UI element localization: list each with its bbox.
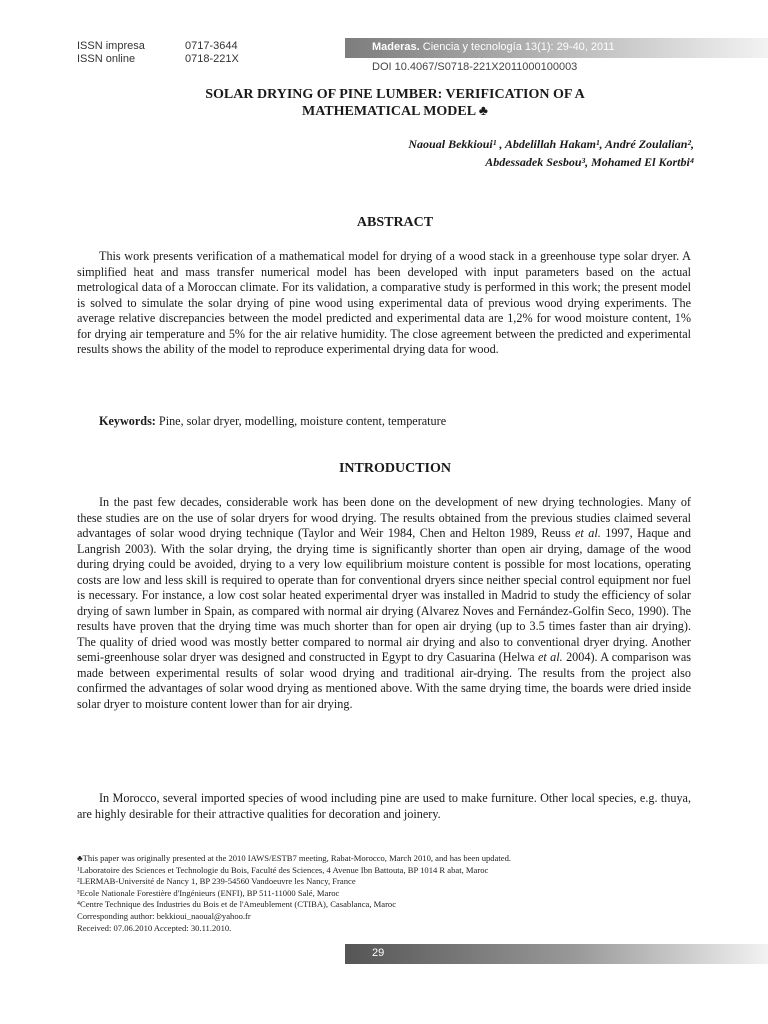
page-number: 29: [372, 947, 385, 959]
paper-title-line-1: SOLAR DRYING OF PINE LUMBER: VERIFICATION OF A: [205, 87, 585, 102]
intro-p1-part1: In the past few decades, considerable work has been done on the development of new drying technologies. Many of these studies are on the use of solar dryers for wood drying. The results obtained from the previous studies claimed several advantages of solar wood drying technique (Taylor and Weir 1984, Chen and Helton 1989, Reuss: [77, 495, 691, 540]
paper-title-line-2: MATHEMATICAL MODEL ♣: [301, 104, 488, 119]
intro-p1-etal-1: et al.: [575, 526, 601, 540]
authors-line-1: Naoual Bekkioui¹ , Abdelillah Hakam¹, André Zoulalian²,: [408, 137, 694, 151]
issn-online-value: 0718-221X: [185, 53, 239, 65]
keywords: [99, 414, 446, 429]
footnote-affiliation-4: ⁴Centre Technique des Industries du Bois et de l'Ameublement (CTIBA), Casablanca, Maroc: [77, 899, 397, 910]
intro-paragraph-2: In Morocco, several imported species of wood including pine are used to make furniture. Other local species, e.g. thuya, are highly desirable for their attractive qualities for decoration and joinery.: [77, 791, 691, 821]
intro-paragraph-1: [77, 495, 691, 712]
journal-citation: [372, 41, 615, 53]
keywords-text: Pine, solar dryer, modelling, moisture content, temperature: [155, 414, 447, 428]
keywords-label: Keywords:: [99, 414, 156, 428]
footnote-presentation: ♣This paper was originally presented at the 2010 IAWS/ESTB7 meeting, Rabat-Morocco, March 2010, and has been updated.: [77, 853, 512, 863]
corresponding-author: Corresponding author: bekkioui_naoual@yahoo.fr: [77, 910, 251, 921]
intro-p1-part2: 1997, Haque and Langrish 2003). With the solar drying, the drying time is significantly shorter than open air drying, damage of the wood during drying could be avoided, drying to a very low equilibrium moisture content is possible for most locations, operating costs are low and less skill is required to operate than for conventional dryers since neither special control equipment nor fuel is necessary. For instance, a low cost solar heated experimental dryer was installed in Madrid to study the efficiency of solar drying of sawn lumber in Spain, as compared with normal air drying (Alvarez Noves and Fernández-Golfin Seco, 1990). The results have proven that the drying time was much shorter than for open air drying (up to 3.5 times faster than air drying). The quality of dried wood was mostly better compared to normal air drying and also to conventional dryer drying. Another semi-greenhouse solar dryer was designed and constructed in Egypt to dry Casuarina (Helwa: [77, 526, 691, 664]
doi: DOI 10.4067/S0718-221X2011000100003: [372, 61, 578, 73]
intro-p1-etal-2: et al.: [537, 650, 563, 664]
footnotes: [77, 853, 511, 934]
abstract-heading: ABSTRACT: [356, 215, 434, 230]
issn-print-value: 0717-3644: [185, 40, 238, 52]
authors-line-2: Abdessadek Sesbou³, Mohamed El Kortbi⁴: [485, 155, 694, 169]
journal-details: Ciencia y tecnología 13(1): 29-40, 2011: [419, 41, 615, 53]
footnote-affiliation-1: ¹Laboratoire des Sciences et Technologie du Bois, Faculté des Sciences, 4 Avenue Ibn Battouta, BP 1014 R abat, Maroc: [77, 864, 489, 875]
abstract-text: This work presents verification of a mathematical model for drying of a wood stack in a greenhouse type solar dryer. A simplified heat and mass transfer numerical model has been developed with input parameters based on the actual metrological data of a Moroccan climate. For its validation, a comparative study is performed in this work; the present model is solved to simulate the solar drying of pine wood using experimental data of previous wood drying experiments. The average relative discrepancies between the model predicted and experimental data are 1,2% for wood moisture content, 1% for drying air temperature and 5% for the air relative humidity. The close agreement between the predicted and experimental results shows the ability of the model to reproduce experimental drying data for wood.: [77, 249, 691, 356]
issn-block: [77, 40, 239, 66]
footnote-affiliation-2: ²LERMAB-Université de Nancy 1, BP 239-54560 Vandoeuvre les Nancy, France: [77, 876, 356, 887]
page-footer-bar: [345, 944, 768, 964]
journal-name: Maderas.: [372, 41, 420, 53]
footnote-affiliation-3: ³Ecole Nationale Forestière d'Ingénieurs (ENFI), BP 511-11000 Salé, Maroc: [77, 887, 340, 898]
received-accepted-dates: Received: 07.06.2010 Accepted: 30.11.2010.: [77, 922, 232, 933]
issn-print-label: ISSN impresa: [77, 40, 145, 52]
intro-p1-part3: 2004). A comparison was made between experimental results of solar wood drying and traditional air-drying. The results from the project also confirmed the advantages of solar wood drying as mentioned above. With the same drying time, the boards were dried inside solar dryer to moisture content lower than for air drying.: [77, 650, 691, 711]
issn-online-label: ISSN online: [77, 53, 136, 65]
introduction-heading: INTRODUCTION: [338, 461, 451, 476]
